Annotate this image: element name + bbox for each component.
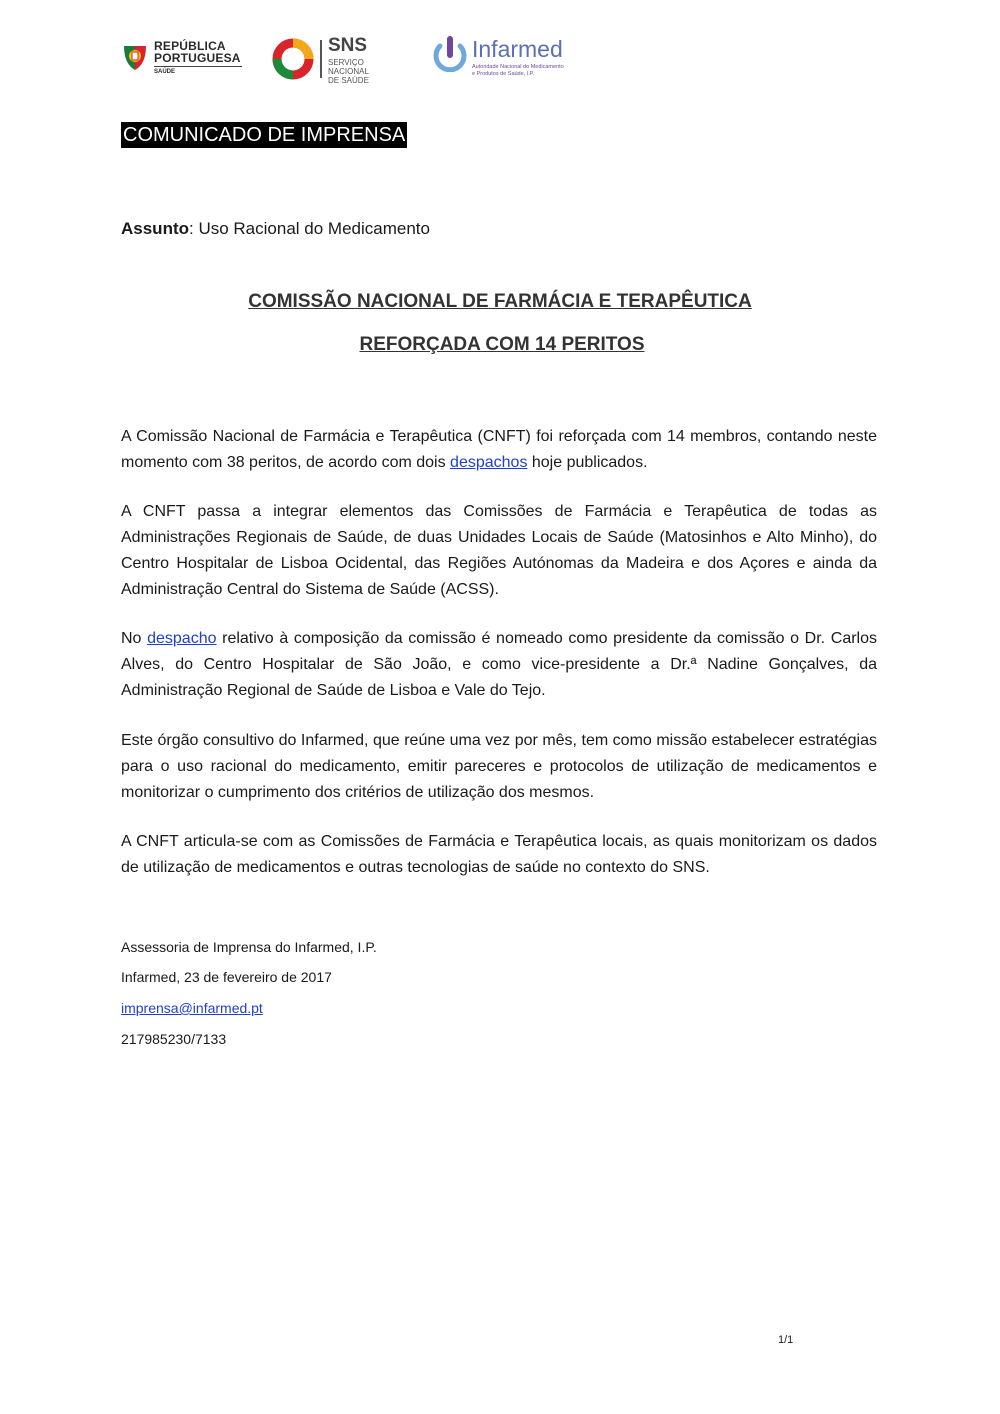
paragraph-1	[121, 424, 877, 476]
paragraph-2: A CNFT passa a integrar elementos das Comissões de Farmácia e Terapêutica de todas as Administrações Regionais de Saúde, de duas Unidades Locais de Saúde (Matosinhos e Alto Minho), do Centro Hospitalar de Lisboa Ocidental, das Regiões Autónomas da Madeira e dos Açores e ainda da Administração Central do Sistema de Saúde (ACSS).	[121, 503, 877, 598]
title-line-2	[0, 333, 1000, 357]
republica-line1: REPÚBLICA	[154, 39, 226, 53]
sns-subtitle-line2: DE SAÚDE	[328, 76, 369, 85]
despachos-link[interactable]: despachos	[450, 454, 528, 471]
paragraph-5: A CNFT articula-se com as Comissões de Farmácia e Terapêutica locais, as quais monitorizam os dados de utilização de medicamentos e outras tecnologias de saúde no contexto do SNS.	[121, 833, 877, 876]
infarmed-subtitle	[472, 64, 564, 78]
republica-line2: PORTUGUESA	[154, 51, 241, 65]
infarmed-subtitle-line2: e Produtos de Saúde, I.P.	[472, 71, 535, 77]
sns-divider	[320, 40, 322, 78]
republica-logo-text	[154, 40, 241, 64]
republica-portuguesa-logo	[122, 40, 244, 80]
infarmed-subtitle-line1: Autoridade Nacional do Medicamento	[472, 64, 564, 70]
subject-line	[121, 218, 430, 240]
paragraph-3	[121, 626, 877, 704]
sns-subtitle	[328, 58, 402, 85]
infarmed-logo	[432, 34, 572, 84]
paragraph-3-text-b: relativo à composição da comissão é nomeado como presidente da comissão o Dr. Carlos Alves, do Centro Hospitalar de São João, e como vice-presidente a Dr.ª Nadine Gonçalves, da Administração Regional de Saúde de Lisboa e Vale do Tejo.	[121, 630, 877, 699]
press-release-label: COMUNICADO DE IMPRENSA	[123, 124, 406, 146]
sns-ring-icon	[272, 38, 314, 80]
infarmed-mark-icon	[432, 34, 468, 72]
paragraph-3-text-a: No	[121, 630, 148, 647]
infarmed-title: Infarmed	[472, 36, 563, 62]
subject-value: : Uso Racional do Medicamento	[189, 219, 430, 238]
despacho-link[interactable]: despacho	[147, 630, 217, 647]
signature-phone: 217985230/7133	[121, 1031, 227, 1047]
sns-subtitle-line1: SERVIÇO NACIONAL	[328, 58, 369, 76]
paragraph-1-text-b: hoje publicados.	[527, 454, 648, 471]
sns-title: SNS	[328, 35, 368, 56]
republica-rule	[154, 66, 242, 67]
email-link[interactable]: imprensa@infarmed.pt	[121, 1000, 263, 1016]
paragraph-1-text-a: A Comissão Nacional de Farmácia e Terapêutica (CNFT) foi reforçada com 14 membros, contando neste momento com 38 peritos, de acordo com dois	[121, 428, 877, 471]
portugal-emblem-icon	[122, 42, 148, 72]
subject-key: Assunto	[121, 219, 189, 238]
signature-date: Infarmed, 23 de fevereiro de 2017	[121, 969, 332, 985]
republica-subtitle: SAÚDE	[154, 69, 176, 75]
page-number: 1/1	[778, 1334, 794, 1346]
title-line-1: COMISSÃO NACIONAL DE FARMÁCIA E TERAPÊUTICA	[248, 291, 752, 312]
title-line-2-text: REFORÇADA COM 14 PERITOS	[359, 334, 645, 355]
sns-logo	[272, 35, 402, 85]
signature-office: Assessoria de Imprensa do Infarmed, I.P.	[121, 939, 377, 955]
paragraph-4: Este órgão consultivo do Infarmed, que reúne uma vez por mês, tem como missão estabelecer estratégias para o uso racional do medicamento, emitir pareceres e protocolos de utilização de medicamentos e monitorizar o cumprimento dos critérios de utilização dos mesmos.	[121, 732, 877, 801]
